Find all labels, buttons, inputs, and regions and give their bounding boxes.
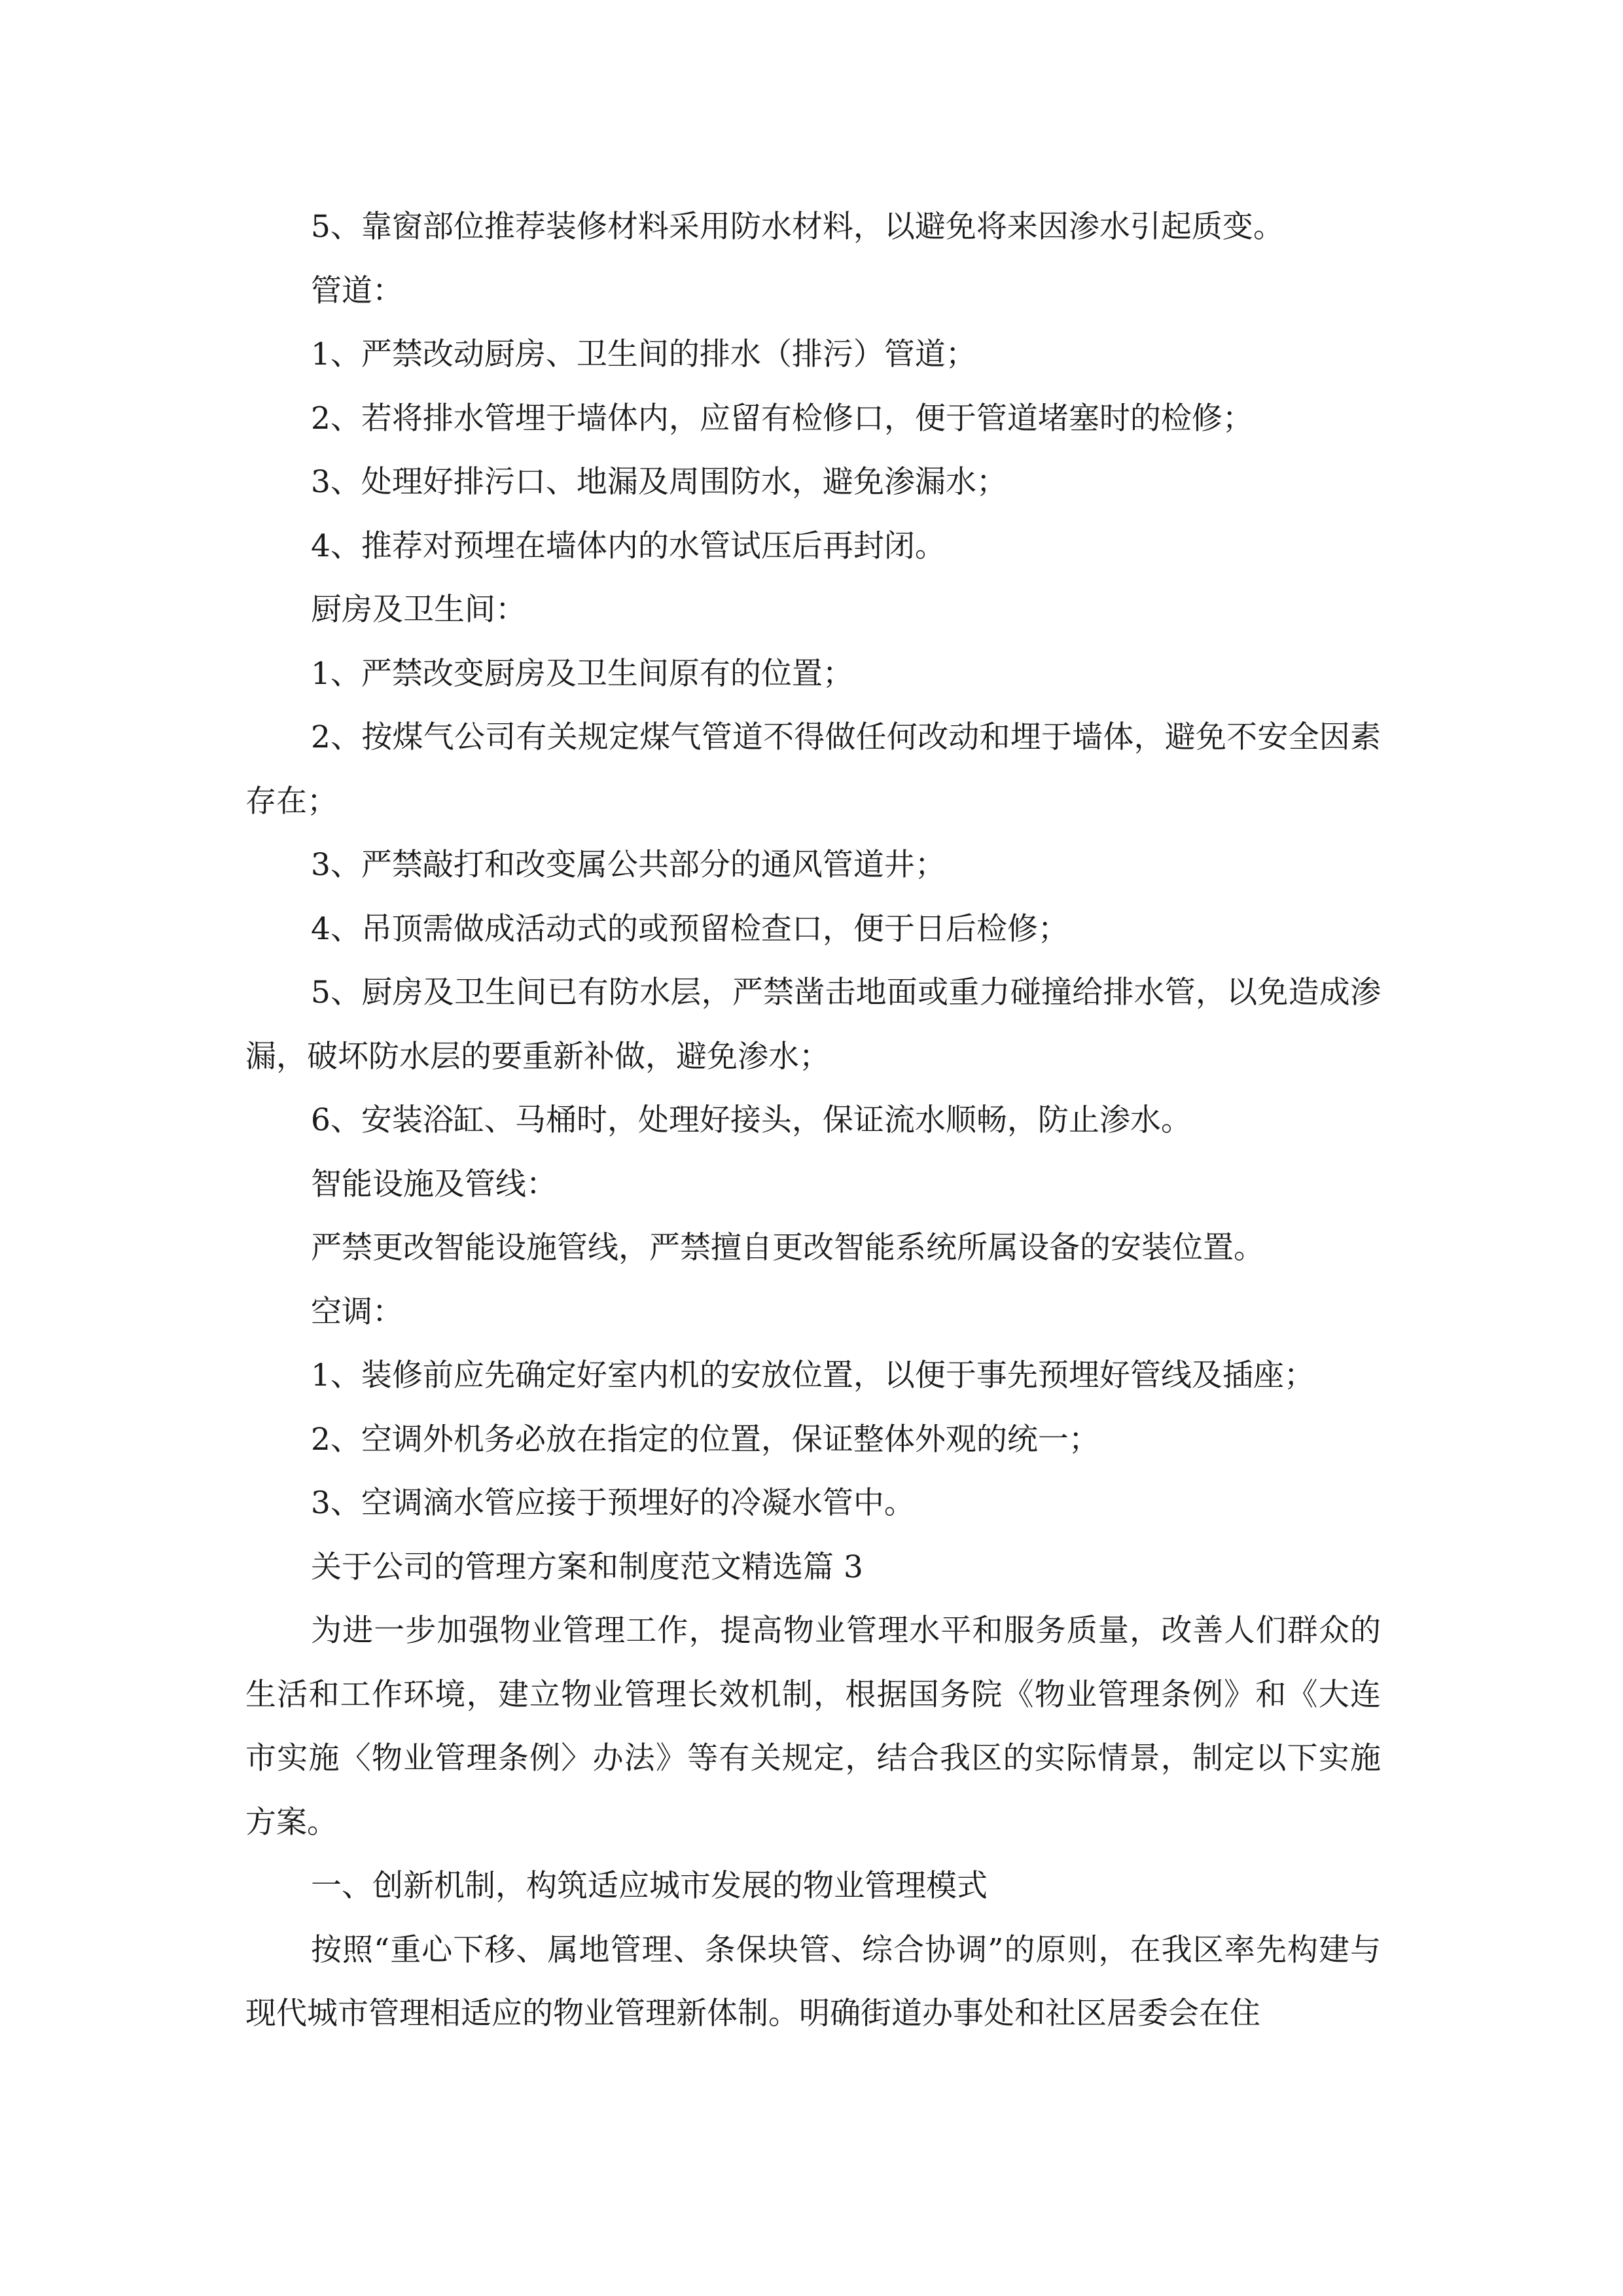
paragraph: 5、厨房及卫生间已有防水层，严禁凿击地面或重力碰撞给排水管，以免造成渗漏，破坏防水层的要重新补做，避免渗水； xyxy=(245,975,1381,1075)
paragraph: 2、若将排水管埋于墙体内，应留有检修口，便于管道堵塞时的检修； xyxy=(311,400,1253,437)
paragraph: 4、推荐对预埋在墙体内的水管试压后再封闭。 xyxy=(311,528,946,564)
paragraph: 3、空调滴水管应接于预埋好的冷凝水管中。 xyxy=(311,1485,915,1521)
paragraph: 为进一步加强物业管理工作，提高物业管理水平和服务质量，改善人们群众的生活和工作环境，建立物业管理长效机制，根据国务院《物业管理条例》和《大连市实施〈物业管理条例〉办法》等有关规定，结合我区的实际情景，制定以下实施方案。 xyxy=(245,1613,1381,1840)
paragraph: 2、空调外机务必放在指定的位置，保证整体外观的统一； xyxy=(311,1421,1099,1458)
paragraph: 5、靠窗部位推荐装修材料采用防水材料，以避免将来因渗水引起质变。 xyxy=(311,209,1284,245)
section-heading-smart-facilities: 智能设施及管线： xyxy=(311,1166,557,1202)
paragraph: 3、严禁敲打和改变属公共部分的通风管道井； xyxy=(311,847,946,883)
paragraph: 按照“重心下移、属地管理、条保块管、综合协调”的原则，在我区率先构建与现代城市管理相适应的物业管理新体制。明确街道办事处和社区居委会在住 xyxy=(245,1931,1381,2032)
section-heading-kitchen-bathroom: 厨房及卫生间： xyxy=(311,592,526,628)
paragraph: 4、吊顶需做成活动式的或预留检查口，便于日后检修； xyxy=(311,910,1069,947)
paragraph: 2、按煤气公司有关规定煤气管道不得做任何改动和埋于墙体，避免不安全因素存在； xyxy=(245,719,1381,819)
section-heading-pipes: 管道： xyxy=(311,272,403,309)
paragraph: 1、严禁改变厨房及卫生间原有的位置； xyxy=(311,655,853,692)
section-heading-innovation: 一、创新机制，构筑适应城市发展的物业管理模式 xyxy=(311,1868,988,1904)
section-heading-air-conditioning: 空调： xyxy=(311,1293,403,1330)
article-title: 关于公司的管理方案和制度范文精选篇 3 xyxy=(311,1549,863,1585)
paragraph: 3、处理好排污口、地漏及周围防水，避免渗漏水； xyxy=(311,464,1007,500)
document-body xyxy=(245,195,1381,2046)
paragraph: 1、严禁改动厨房、卫生间的排水（排污）管道； xyxy=(311,336,976,372)
paragraph: 6、安装浴缸、马桶时，处理好接头，保证流水顺畅，防止渗水。 xyxy=(311,1102,1192,1138)
paragraph: 严禁更改智能设施管线，严禁擅自更改智能系统所属设备的安装位置。 xyxy=(311,1230,1264,1266)
paragraph: 1、装修前应先确定好室内机的安放位置，以便于事先预埋好管线及插座； xyxy=(311,1357,1315,1393)
